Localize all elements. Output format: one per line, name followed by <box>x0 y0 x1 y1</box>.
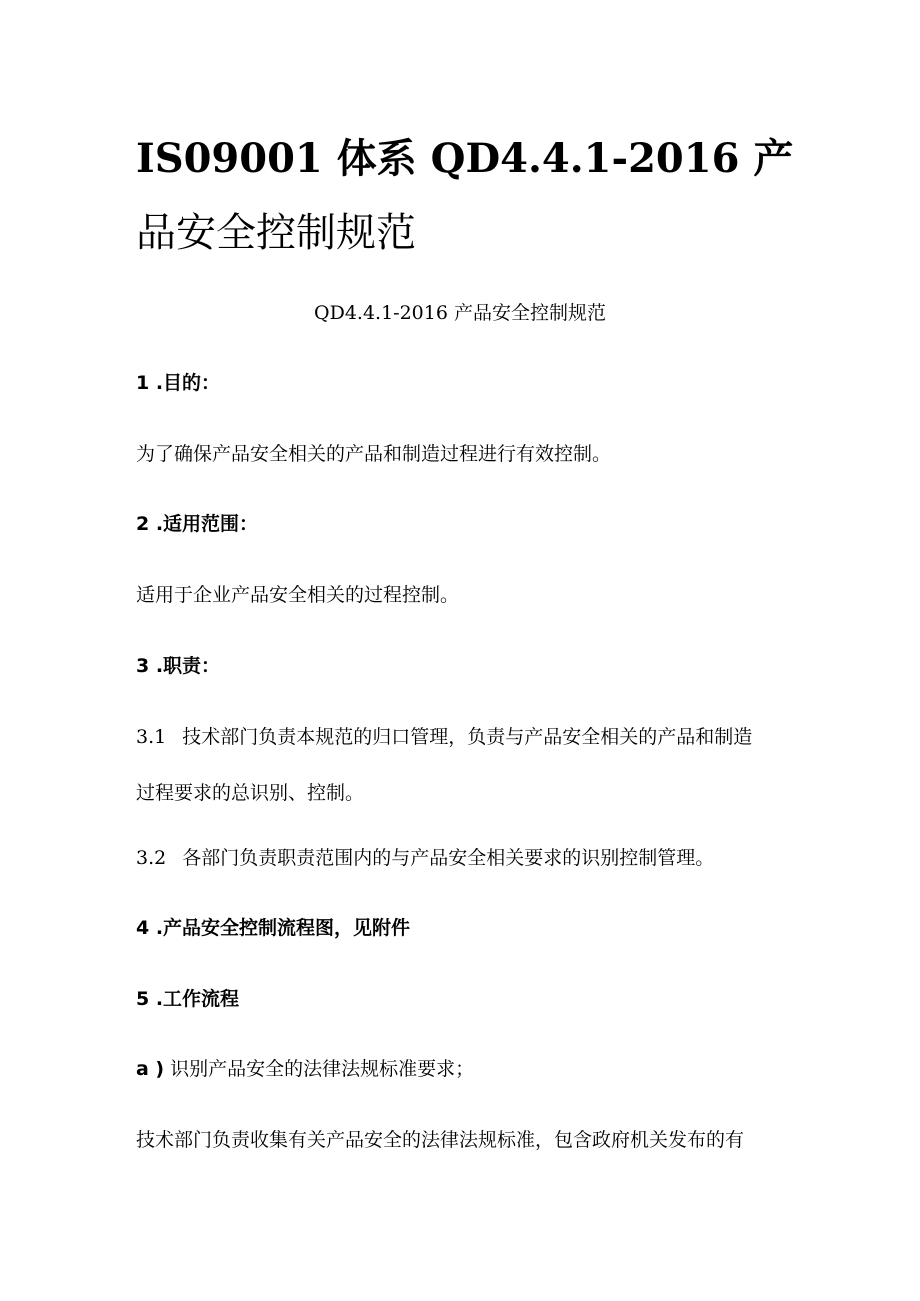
responsibility-3-1-line-2: 过程要求的总识别、控制。 <box>136 782 365 804</box>
workflow-item-a-description: 技术部门负责收集有关产品安全的法律法规标准，包含政府机关发布的有 <box>136 1129 745 1151</box>
section-heading-workflow: 5 .工作流程 <box>136 988 240 1010</box>
workflow-item-a-label: a ) <box>136 1058 165 1080</box>
workflow-item-a <box>136 1055 796 1083</box>
responsibility-3-2-text: 各部门负责职责范围内的与产品安全相关要求的识别控制管理。 <box>182 847 715 869</box>
scope-text: 适用于企业产品安全相关的过程控制。 <box>136 584 460 606</box>
document-title-line-2: 品安全控制规范 <box>136 210 416 256</box>
section-heading-responsibilities: 3 .职责： <box>136 655 221 677</box>
responsibility-3-1 <box>136 709 796 821</box>
section-heading-scope: 2 .适用范围： <box>136 513 259 535</box>
responsibility-3-1-number: 3.1 <box>136 726 167 748</box>
section-heading-purpose: 1 .目的： <box>136 372 221 394</box>
section-heading-flowchart: 4 .产品安全控制流程图，见附件 <box>136 917 411 939</box>
responsibility-3-1-line-1 <box>136 709 796 765</box>
responsibility-3-1-text-line-1: 技术部门负责本规范的归口管理，负责与产品安全相关的产品和制造 <box>182 726 753 748</box>
document-subtitle: QD4.4.1-2016 产品安全控制规范 <box>314 302 606 324</box>
responsibility-3-2 <box>136 844 796 872</box>
workflow-item-a-text: 识别产品安全的法律法规标准要求； <box>170 1058 475 1080</box>
responsibility-3-2-number: 3.2 <box>136 847 167 869</box>
purpose-text: 为了确保产品安全相关的产品和制造过程进行有效控制。 <box>136 443 612 465</box>
document-title <box>136 122 796 270</box>
document-title-line-1: IS09001 体系 QD4.4.1-2016 产 <box>136 135 794 182</box>
